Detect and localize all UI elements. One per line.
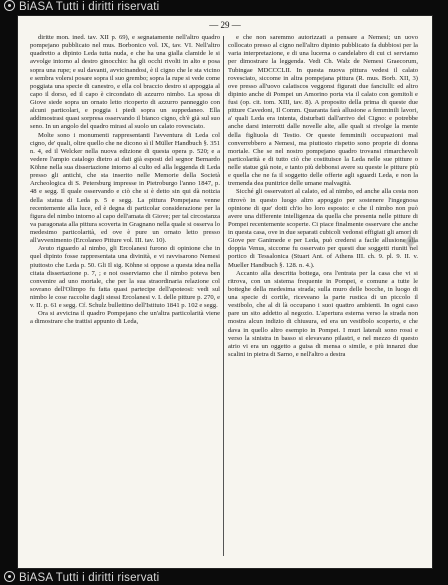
right-paragraph-2: Sicché gli osservatori al calato, ed al nimbo, ed anche alla cesta non ritrovò in questo luogo altro appoggio per sostenere l'ingegnosa opinione di que' dotti ch'io ho loro esposto: e che il nimbo non può avere una differente intelligenza da quella che presenta nelle pitture di Pompei recentemente scoperte. Ci piace finalmente osservare che anche in questa casa, ove in due separati cubicoli vedonsi effigiati gli amori di Giove per Ganimede e per Leda, può credersi a facile allusione alla doppia Venus, siccome fu osservato per questi due soggetti riuniti nel portico di Tessalonica (Stuart Ant. of Athens III. ch. 9. pl. 9. II. v. Mueller Handbuch §. 128. n. 4.).	[228, 188, 418, 269]
biasa-logo-icon	[4, 0, 15, 11]
right-column	[228, 34, 418, 562]
page-number: — 29 —	[209, 20, 241, 30]
watermark-bottom-text: BiASA Tutti i diritti riservati	[19, 572, 160, 584]
right-paragraph-3: Accanto alla descritta bottega, ora l'entrata per la casa che vi si ritrova, con un sistema frequente in Pompei, e comune a tutte le botteghe della medesima strada; sulla muro delle bocche, in luogo di una specie di cortile, riceveano la parte rustica di un piccolo il vestibolo, che al di là occupano i suoi quattro ambienti. In ogni caso pare un sito addetto al negozio. L'apertura esterna verso la strada non mostra alcun indizio di chiusura, ed era un vestibolo scoperto, e che dava in quello altro esempio in Pompei. I muri laterali sono rossi e verso la sinistra in basso si elevavano pilastri, e nel mezzo di questo atrio vi era un oggetto a guisa di mensa o simile, e più innanzi due scalini in pietra di Sarno, e nell'altro a destra	[228, 269, 418, 358]
library-stamp-watermark: ✦	[396, 228, 426, 264]
left-column	[30, 34, 220, 562]
watermark-top	[0, 0, 448, 14]
watermark-bottom	[0, 571, 448, 585]
watermark-top-text: BiASA Tutti i diritti riservati	[19, 1, 160, 13]
document-page	[18, 16, 432, 568]
left-paragraph-2: Molte sono i monumenti rappresentanti l'avventura di Leda col cigno, de' quali, oltre quello che ne dicono sì il Müller Handbuch §. 351 n. 4, ed il Welcker nella nuova edizione di questa opera p. 520; e a vedere l'ampio catalogo dietro ai dati già esposti del segnor Bernardo Köhne nella sua dissertazione intorno al culto ed alla leggenda di Leda presso gli antichi, che sta inserito nelle Memorie della Società Archeologica di S. Petersburg impresse in Pietroburgo l'anno 1847, p. 48 e segg. Il quale osservando e ciò che si è detto sin qui dà notizia della statua di Leda p. 5 e segg. La pittura Pompejana venne recentemente alla luce, ed è degna di particolar considerazione per la figura del nimbo intorno al capo dell'amata di Giove; per tal circostanza va paragonata alla pittura scoverta in Gragnano nella quale si osserva lo medesimo particolarità, ed ove è pure un ornato letto presso all'avvenimento (Ercolaneo Pitture vol. III. tav. 10).	[30, 131, 220, 245]
left-paragraph-4: Ora si avvicina il quadro Pompejano che un'altra particolarità viene a dimostrare che trattisi appunto di Leda,	[30, 310, 220, 326]
biasa-logo-icon	[4, 571, 15, 582]
column-divider	[223, 36, 224, 556]
left-paragraph-3: Avuto riguardo al nimbo, gli Ercolanesi furono di opinione che in quel dipinto fosse rappresentata una divinità, e vi ravvisarono Nemesi piuttosto che Leda p. 50. Gli Il sig. Köhne si oppose a questa idea nella citata dissertazione p. 7, ; e noi osserviamo che il nimbo poteva ben convenire ad uno mortale, che per la sua straordinaria relazione col sovrano dell'Olimpo fu fatta quasi partecipe dell'apoteosi: vedi sul nimbo le cose raccolte dagli stessi Ercolanesi v. I. delle pitture p. 270, e v. II. p. 61 e segg. Cf. Schulz bullettino dell'Istituto 1841 p. 102 e segg.	[30, 245, 220, 310]
left-paragraph-1: diritte mon. ined. tav. XII p. 69), e segnatamente nell'altro quadro pompejano pubblicato nel mus. Borbonico vol. IX, tav. VI. Nell'altro quadretto a dipinto Leda tutta nuda, e che ha una gialla clamide le si avvolge intorno al destro ginocchio: ha gli occhi rivolti in alto e posa sopra una rupe; e sul davanti, avvicinandosi, è il cigno che le sta vicino e sembra volersi posare sopra il suo grembo; sopra la rupe si vede come poggiata una specie di canestro, e ella col braccio destro si appoggia al capo il dorso, ed il capo è circondato di azzurro nimbo. La sposa di Giove siede sopra un ornato letto ricoperto di azzurro panneggio con alcuni particolari, e poggia i piedi sopra un suppedaneo. Ella addimostrasi quasi sorpresa osservando il bianco cigno, ch'è già sul suo seno. In un angolo del quadro mirasi al suolo un calato rovesciato.	[30, 34, 220, 131]
right-paragraph-1: e che non saremmo autorizzati a pensare a Nemesi; un uovo collocato presso al cigno nell'altro dipinto pubblicato fa dubbiosi per la varia interpretazione, e di una lucerna o candelabro di cui ci serviamo per dimostrare la leggenda. Vedi Ch. Walz de Nemesi Graecorum, Tubingae MDCCCLII. In questa nuova pittura vedesi il calato rovesciato, siccome in altra pompejana pittura (R. mus. Borb. XII, 3) ove presso all'uovo calatiscos veggonsi figurati due fanciulli: ed altro dipinto anche di Pompei un Amorino porta via il calato con gomitoli e fusi (op. cit. tom. XIII, tav. 8). A proposito della prima di queste due pitture Cavedoni, Il Comm. Quaranta farà allusione a femminili lavori, a' quali Leda era intenta, disturbati dall'arrivo del Cigno: e potrebbe anche darsi interrotti dalle novelle alte, alle quali si rivolge la mente della figliuola di Testio. Or queste femminili occupazioni mal converrebbero a Nemesi, ma piuttosto rispetto sono proprie di donna mortale. Che se nel nostro pompejano quadro trovansi rimarchevoli particolarità e di tutto ciò che costituisce la Leda nelle sue pitture o nelle statue già note, e tanto più debbonsi avere su queste le pitture più e quella che ne fa il soggetto delle offerte agli sguardi Leda, e non la tremenda dea punitrice delle umane malvagità.	[228, 34, 418, 188]
